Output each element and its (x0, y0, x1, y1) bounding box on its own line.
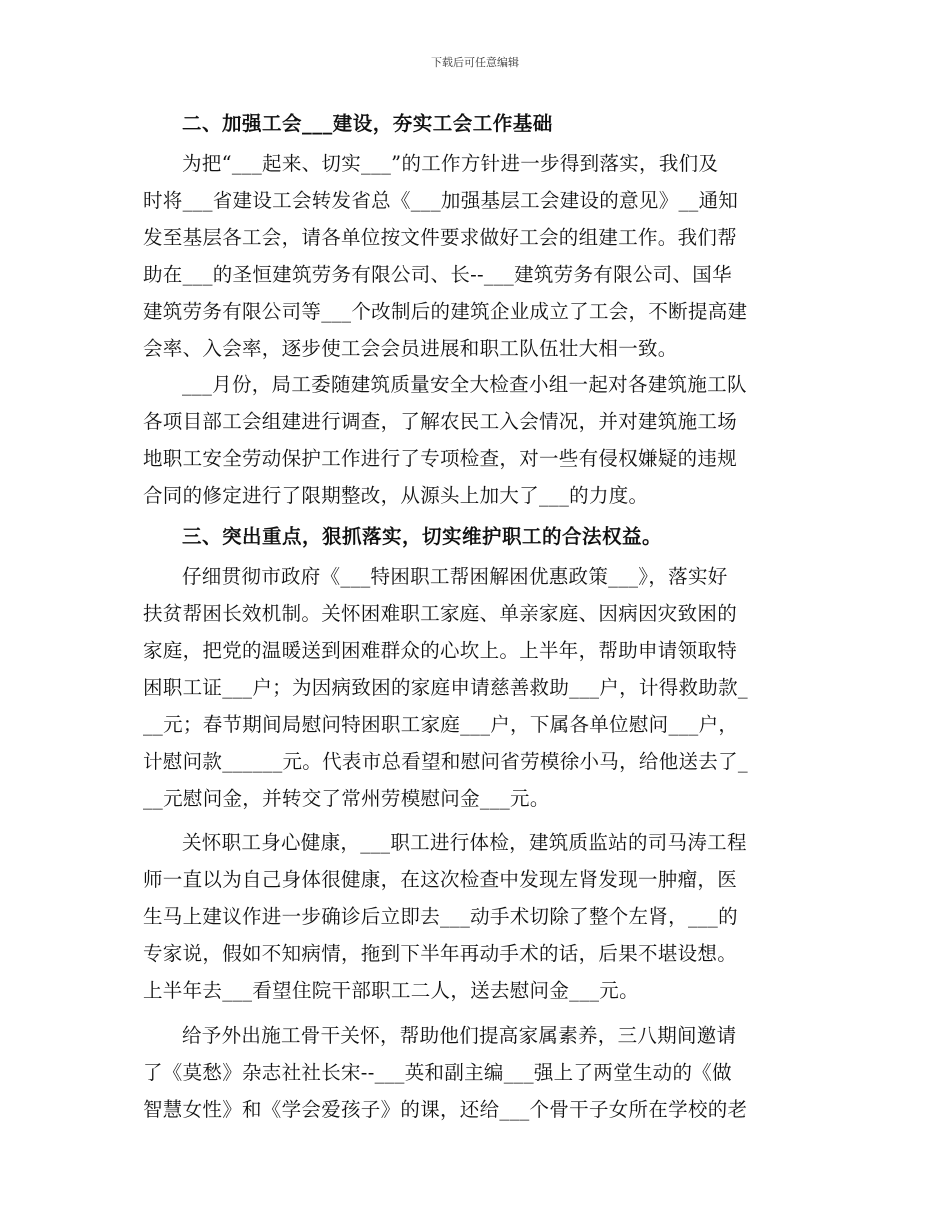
paragraph-line: ___月份，局工委随建筑质量安全大检查小组一起对各建筑施工队 (182, 373, 747, 397)
paragraph-line: 会率、入会率，逐步使工会会员进展和职工队伍壮大相一致。 (143, 336, 678, 360)
paragraph-line: 困职工证___户；为因病致困的家庭申请慈善救助___户，计得救助款_ (143, 675, 748, 699)
paragraph-line: 关怀职工身心健康，___职工进行体检，建筑质监站的司马涛工程 (182, 831, 747, 855)
page-header: 下载后可任意编辑 (431, 56, 519, 69)
document-body (143, 102, 813, 1129)
paragraph-line: 仔细贯彻市政府《___特困职工帮困解困优惠政策___》，落实好 (182, 565, 728, 589)
paragraph-line: 计慰问款______元。代表市总看望和慰问省劳模徐小马，给他送去了_ (143, 749, 748, 773)
paragraph-line: __元；春节期间局慰问特困职工家庭___户，下属各单位慰问___户， (143, 712, 739, 736)
paragraph-line: 各项目部工会组建进行调查，了解农民工入会情况，并对建筑施工场 (143, 410, 738, 434)
paragraph-line: 家庭，把党的温暖送到困难群众的心坎上。上半年，帮助申请领取特 (143, 638, 738, 662)
paragraph-line: 给予外出施工骨干关怀，帮助他们提高家属素养，三八期间邀请 (182, 1023, 737, 1047)
paragraph-line: 智慧女性》和《学会爱孩子》的课，还给___个骨干子女所在学校的老 (143, 1097, 748, 1121)
paragraph-line: 地职工安全劳动保护工作进行了专项检查，对一些有侵权嫌疑的违规 (143, 447, 738, 471)
paragraph-line: 发至基层各工会，请各单位按文件要求做好工会的组建工作。我们帮 (143, 225, 738, 249)
paragraph-line: 专家说，假如不知病情，拖到下半年再动手术的话，后果不堪设想。 (143, 942, 738, 966)
paragraph-line: 时将___省建设工会转发省总《___加强基层工会建设的意见》__通知 (143, 188, 739, 212)
paragraph (143, 559, 813, 817)
paragraph-line: 了《莫愁》杂志社社长宋--___英和副主编___强上了两堂生动的《做 (143, 1060, 732, 1084)
paragraph-line: 建筑劳务有限公司等___个改制后的建筑企业成立了工会，不断提高建 (143, 299, 748, 323)
paragraph-line: 生马上建议作进一步确诊后立即去___动手术切除了整个左肾，___的 (143, 905, 738, 929)
paragraph-line: 上半年去___看望住院干部职工二人，送去慰问金___元。 (143, 979, 639, 1003)
paragraph-line: __元慰问金，并转交了常州劳模慰问金___元。 (143, 786, 550, 810)
paragraph-line: 助在___的圣恒建筑劳务有限公司、长--___建筑劳务有限公司、国华 (143, 262, 732, 286)
paragraph (143, 367, 813, 515)
section-heading: 二、加强工会___建设，夯实工会工作基础 (182, 112, 553, 135)
section-heading: 三、突出重点，狠抓落实，切实维护职工的合法权益。 (182, 525, 663, 549)
paragraph-line: 师一直以为自己身体很健康，在这次检查中发现左肾发现一肿瘤，医 (143, 868, 738, 892)
paragraph (143, 146, 813, 367)
paragraph (143, 825, 813, 1010)
paragraph-line: 合同的修定进行了限期整改，从源头上加大了___的力度。 (143, 484, 649, 508)
paragraph-line: 扶贫帮困长效机制。关怀困难职工家庭、单亲家庭、因病因灾致困的 (143, 601, 738, 625)
paragraph (143, 1018, 813, 1129)
paragraph-line: 为把“___起来、切实___”的工作方针进一步得到落实，我们及 (182, 152, 719, 175)
